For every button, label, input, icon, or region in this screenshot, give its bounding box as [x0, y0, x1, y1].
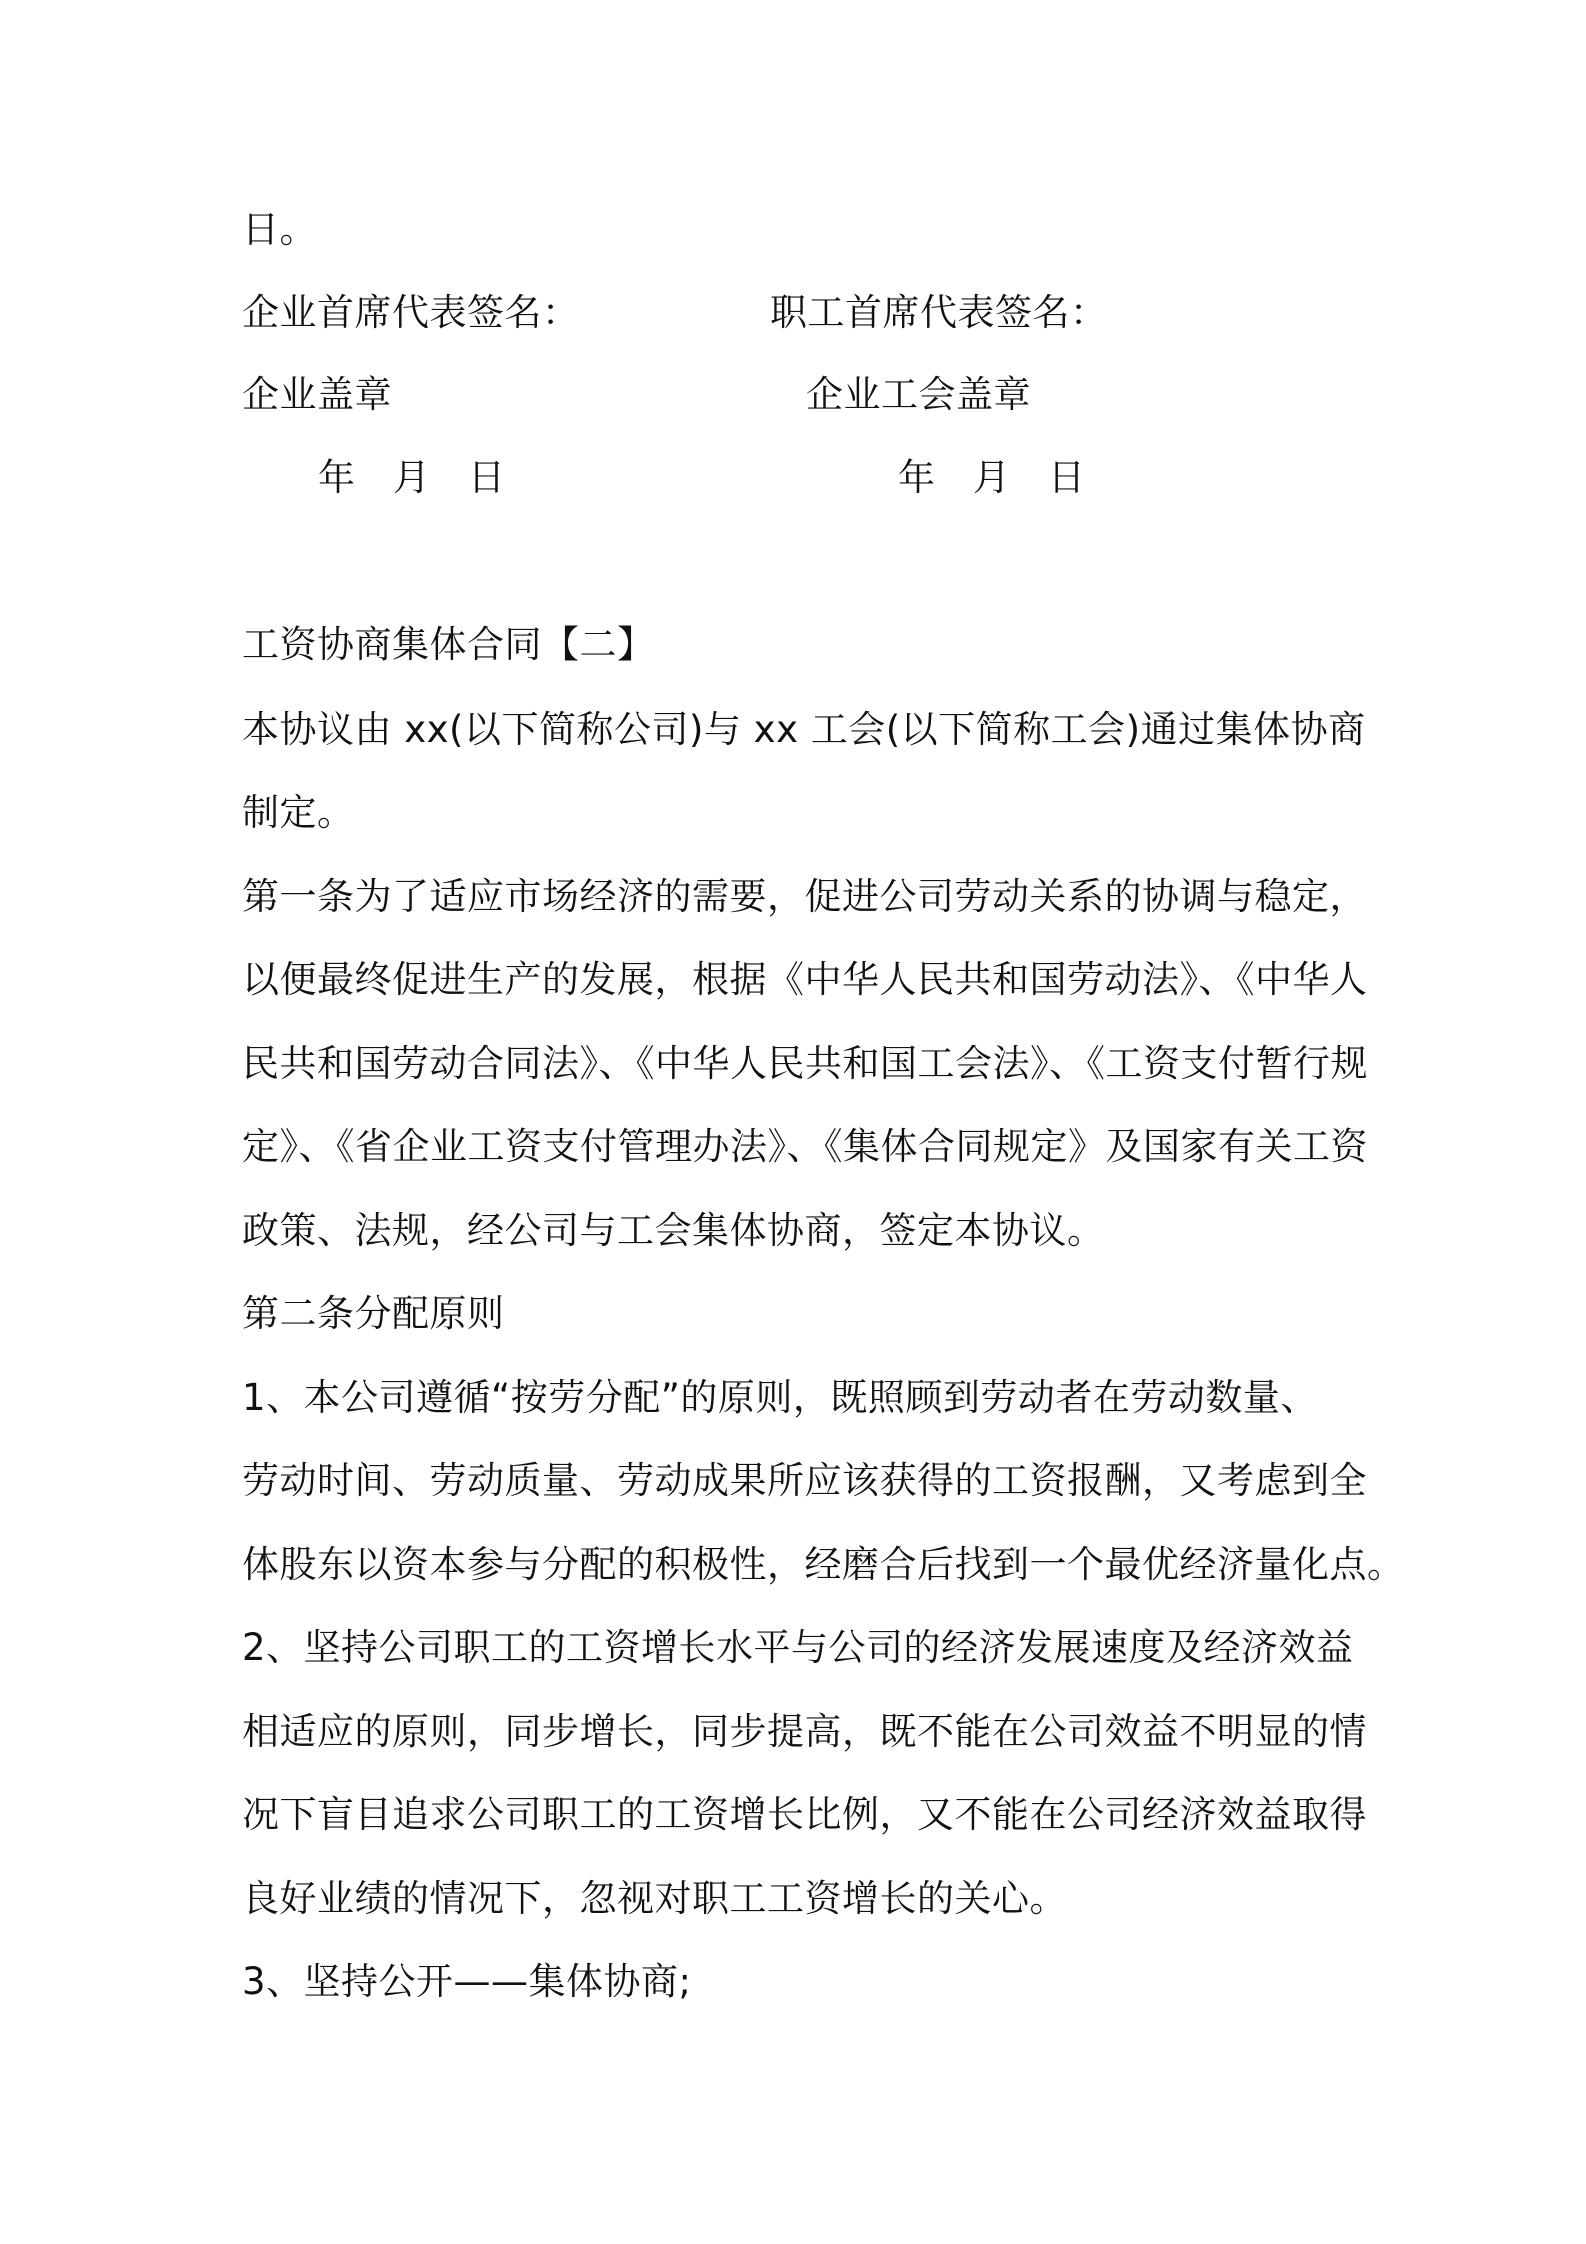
enterprise-seal-label: 企业盖章: [242, 373, 392, 416]
body-line: 3、坚持公开——集体协商;: [242, 1960, 692, 2003]
body-line: 第一条为了适应市场经济的需要，促进公司劳动关系的协调与稳定，: [242, 875, 1367, 918]
body-line: 劳动时间、劳动质量、劳动成果所应该获得的工资报酬，又考虑到全: [242, 1459, 1367, 1502]
body-line: 本协议由 xx(以下简称公司)与 xx 工会(以下简称工会)通过集体协商: [242, 708, 1366, 751]
enterprise-rep-signature-label: 企业首席代表签名：: [242, 291, 580, 334]
body-line: 制定。: [242, 791, 355, 834]
continuation-text: 日。: [242, 208, 317, 251]
body-line: 良好业绩的情况下，忽视对职工工资增长的关心。: [242, 1877, 1067, 1920]
body-line: 政策、法规，经公司与工会集体协商，签定本协议。: [242, 1209, 1105, 1252]
body-line: 体股东以资本参与分配的积极性，经磨合后找到一个最优经济量化点。: [242, 1543, 1405, 1586]
body-line: 1、本公司遵循“按劳分配”的原则，既照顾到劳动者在劳动数量、: [242, 1376, 1318, 1419]
body-line: 况下盲目追求公司职工的工资增长比例，又不能在公司经济效益取得: [242, 1793, 1367, 1836]
body-line: 以便最终促进生产的发展，根据《中华人民共和国劳动法》、《中华人: [242, 958, 1368, 1001]
date-left: 年 月 日: [318, 456, 506, 499]
body-line: 相适应的原则，同步增长，同步提高，既不能在公司效益不明显的情: [242, 1710, 1367, 1753]
union-seal-label: 企业工会盖章: [806, 373, 1031, 416]
body-line: 2、坚持公司职工的工资增长水平与公司的经济发展速度及经济效益: [242, 1626, 1354, 1669]
employee-rep-signature-label: 职工首席代表签名：: [770, 291, 1108, 334]
section-heading: 第二条分配原则: [242, 1292, 505, 1335]
date-right: 年 月 日: [898, 456, 1086, 499]
body-line: 定》、《省企业工资支付管理办法》、《集体合同规定》及国家有关工资: [242, 1125, 1368, 1168]
document-title: 工资协商集体合同【二】: [242, 623, 655, 666]
body-line: 民共和国劳动合同法》、《中华人民共和国工会法》、《工资支付暂行规: [242, 1042, 1368, 1085]
